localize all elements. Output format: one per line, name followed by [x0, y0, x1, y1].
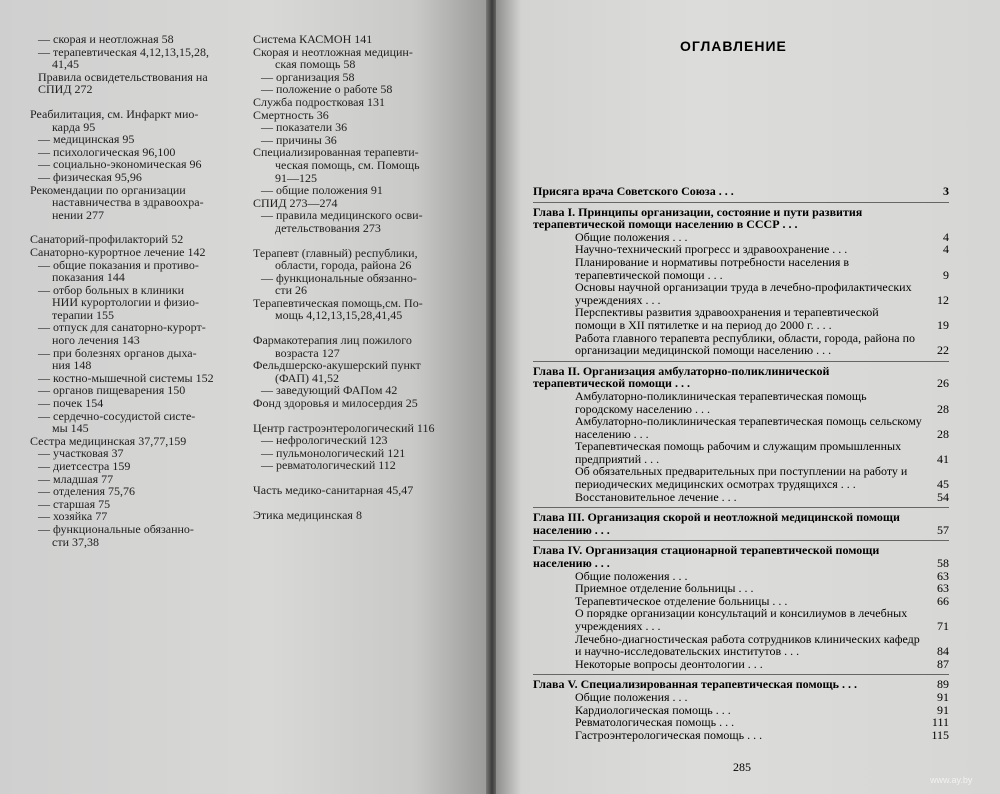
index-entry: Санаторно-курортное лечение 142: [30, 244, 206, 259]
toc-entry: [533, 256, 949, 281]
toc-page-number: 115: [931, 727, 949, 742]
index-entry: (ФАП) 41,52: [275, 370, 340, 385]
index-entry: — хозяйка 77: [38, 509, 108, 524]
toc-page-number: 41: [937, 451, 949, 466]
index-entry: — общие показания и противо-: [38, 257, 199, 272]
contents-title: ОГЛАВЛЕНИЕ: [680, 38, 787, 54]
toc-entry-title: Глава I. Принципы организации, состояние и пути развития терапевтической помощи населению в СССР . . .: [533, 204, 863, 232]
toc-entry-title: Планирование и нормативы потребности населения в терапевтической помощи . . .: [575, 254, 850, 282]
toc-entry: [533, 281, 949, 306]
index-entry: ческая помощь, см. Помощь: [275, 157, 420, 172]
toc-page-number: 89: [937, 677, 949, 692]
index-entry: СПИД 272: [38, 82, 93, 97]
index-entry: Фонд здоровья и милосердия 25: [253, 396, 418, 411]
toc-entry: [533, 658, 949, 671]
toc-entry-title: Работа главного терапевта республики, области, города, района по организации медицинской помощи населению . . .: [575, 330, 915, 358]
index-entry: терапии 155: [52, 307, 115, 322]
index-entry: Рекомендации по организации: [30, 182, 186, 197]
index-entry: — терапевтическая 4,12,13,15,28,: [38, 44, 209, 59]
index-entry: — младшая 77: [38, 471, 114, 486]
index-entry: — скорая и неотложная 58: [38, 32, 174, 46]
toc-page-number: 28: [937, 426, 949, 441]
toc-page-number: 63: [937, 581, 949, 596]
toc-page-number: 91: [937, 702, 949, 717]
toc-page-number: 3: [943, 184, 949, 198]
page-number: 285: [733, 760, 751, 774]
index-entry: — костно-мышечной системы 152: [38, 370, 214, 385]
toc-entry-title: Глава III. Организация скорой и неотложной медицинской помощи населению . . .: [533, 510, 900, 537]
index-entry: Скорая и неотложная медицин-: [253, 44, 413, 59]
toc-entry: [533, 185, 949, 198]
index-entry: — функциональные обязанно-: [38, 521, 194, 536]
toc-chapter: [533, 540, 949, 569]
index-entry: НИИ курортологии и физио-: [52, 295, 199, 310]
toc-page-number: 26: [937, 376, 949, 391]
index-entry: 91—125: [275, 170, 317, 185]
index-entry: Сестра медицинская 37,77,159: [30, 433, 187, 448]
index-entry: — ревматологический 112: [261, 458, 396, 473]
left-page-index: [0, 0, 488, 794]
index-entry: Фельдшерско-акушерский пункт: [253, 358, 421, 373]
toc-page-number: 54: [937, 489, 949, 504]
index-entry: Центр гастроэнтерологический 116: [253, 420, 435, 435]
toc-entry-title: Приемное отделение больницы . . .: [575, 581, 754, 596]
index-entry: Часть медико-санитарная 45,47: [253, 483, 414, 497]
toc-entry-title: Общие положения . . .: [575, 568, 688, 583]
toc-entry: [533, 633, 949, 658]
toc-entry-title: Научно-технический прогресс и здравоохранение . . .: [575, 242, 848, 257]
table-of-contents: [533, 185, 949, 741]
toc-chapter: [533, 361, 949, 390]
index-entry: Реабилитация, см. Инфаркт мио-: [30, 106, 199, 121]
index-entry: нении 277: [52, 207, 105, 222]
toc-entry-title: Некоторые вопросы деонтологии . . .: [575, 656, 763, 671]
toc-entry-title: Основы научной организации труда в лечебно-профилактических учреждениях . . .: [575, 280, 912, 307]
index-entry: — почек 154: [38, 396, 104, 411]
toc-entry-title: Общие положения . . .: [575, 229, 688, 244]
toc-page-number: 63: [937, 568, 949, 583]
toc-entry: [533, 582, 949, 595]
index-entry: — причины 36: [261, 132, 337, 147]
index-entry: Правила освидетельствования на: [38, 69, 208, 84]
toc-entry: [533, 332, 949, 357]
toc-entry: [533, 306, 949, 331]
toc-entry-title: Глава IV. Организация стационарной терапевтической помощи населению . . .: [533, 543, 880, 571]
toc-entry: [533, 415, 949, 440]
index-entry: — функциональные обязанно-: [261, 270, 417, 285]
index-gap: [253, 497, 468, 509]
toc-entry-title: Глава II. Организация амбулаторно-поликлинической терапевтической помощи . . .: [533, 363, 830, 391]
index-entry: — органов пищеварения 150: [38, 383, 186, 398]
index-entry: — участковая 37: [38, 446, 124, 461]
index-column-1: [30, 33, 240, 548]
index-entry: Этика медицинская 8: [253, 507, 362, 522]
index-entry: Система КАСМОН 141: [253, 32, 373, 46]
index-entry: Служба подростковая 131: [253, 94, 386, 109]
index-gap: [253, 410, 468, 422]
index-entry: — показатели 36: [261, 120, 348, 135]
toc-page-number: 19: [937, 317, 949, 332]
toc-entry-title: Об обязательных предварительных при поступлении на работу и периодических медицинских осмотрах трудящихся . . .: [575, 464, 908, 492]
index-entry: — сердечно-сосудистой систе-: [38, 408, 196, 423]
toc-entry-title: Перспективы развития здравоохранения и терапевтической помощи в XII пятилетке и на период до 2000 г. . . .: [575, 305, 879, 332]
toc-page-number: 45: [937, 477, 949, 492]
toc-page-number: 9: [943, 267, 949, 282]
watermark: www.ay.by: [930, 775, 973, 785]
index-entry: — организация 58: [261, 69, 355, 84]
index-column-2: [253, 33, 468, 521]
toc-page-number: 71: [937, 619, 949, 633]
index-entry: — заведующий ФАПом 42: [261, 383, 398, 398]
index-entry: — нефрологический 123: [261, 433, 388, 448]
index-entry: сти 37,38: [52, 534, 99, 549]
index-entry: Терапевт (главный) республики,: [253, 245, 418, 260]
toc-entry: [533, 729, 949, 742]
index-entry: детельствования 273: [275, 220, 381, 235]
toc-page-number: 66: [937, 593, 949, 608]
toc-page-number: 87: [937, 656, 949, 671]
toc-page-number: 22: [937, 343, 949, 358]
index-entry: мощь 4,12,13,15,28,41,45: [275, 308, 403, 323]
toc-chapter: [533, 507, 949, 536]
index-entry: Терапевтическая помощь,см. По-: [253, 295, 423, 310]
index-entry: — отпуск для санаторно-курорт-: [38, 320, 206, 335]
toc-entry-title: Гастроэнтерологическая помощь . . .: [575, 727, 763, 742]
toc-entry-title: Кардиологическая помощь . . .: [575, 702, 731, 717]
toc-entry-title: Общие положения . . .: [575, 689, 688, 704]
index-entry: — правила медицинского осви-: [261, 208, 423, 223]
toc-page-number: 4: [943, 229, 949, 244]
index-entry: ного лечения 143: [52, 333, 140, 348]
toc-entry-title: Глава V. Специализированная терапевтическая помощь . . .: [533, 677, 857, 692]
toc-entry: [533, 491, 949, 504]
toc-entry-title: Присяга врача Советского Союза . . .: [533, 184, 734, 198]
toc-entry: [533, 716, 949, 729]
toc-page-number: 4: [943, 242, 949, 257]
index-entry: — общие положения 91: [261, 183, 383, 198]
toc-entry-title: Лечебно-диагностическая работа сотрудников клинических кафедр и научно-исследовательских институтов . . .: [575, 631, 920, 659]
toc-entry-title: О порядке организации консультаций и консилиумов в лечебных учреждениях . . .: [575, 606, 908, 633]
index-entry: — отбор больных в клиники: [38, 282, 185, 297]
toc-entry: [533, 465, 949, 490]
index-entry: Санаторий-профилакторий 52: [30, 232, 184, 247]
toc-page-number: 57: [937, 522, 949, 537]
index-entry: Фармакотерапия лиц пожилого: [253, 333, 412, 348]
toc-entry-title: Амбулаторно-поликлиническая терапевтическая помощь сельскому населению . . .: [575, 414, 922, 441]
toc-entry: [533, 691, 949, 704]
index-entry: — пульмонологический 121: [261, 445, 406, 460]
index-entry: наставничества в здравоохра-: [52, 195, 204, 210]
toc-chapter: [533, 202, 949, 231]
index-entry: — при болезнях органов дыха-: [38, 345, 197, 360]
toc-entry-title: Терапевтическая помощь рабочим и служащим промышленных предприятий . . .: [575, 439, 902, 466]
toc-entry-title: Восстановительное лечение . . .: [575, 489, 737, 504]
index-entry: — диетсестра 159: [38, 459, 131, 473]
toc-page-number: 84: [937, 644, 949, 659]
index-entry: — медицинская 95: [38, 132, 135, 147]
index-entry: — старшая 75: [38, 496, 111, 511]
toc-chapter: [533, 674, 949, 691]
index-entry: — физическая 95,96: [38, 169, 142, 184]
toc-page-number: 12: [937, 292, 949, 307]
toc-entry-title: Ревматологическая помощь . . .: [575, 715, 735, 730]
toc-page-number: 28: [937, 401, 949, 416]
index-entry: — психологическая 96,100: [38, 144, 176, 159]
toc-page-number: 58: [937, 556, 949, 571]
index-entry: 41,45: [52, 57, 79, 72]
index-entry: — отделения 75,76: [38, 484, 136, 499]
index-entry: Смертность 36: [253, 107, 329, 122]
toc-page-number: 111: [931, 715, 949, 730]
index-entry: области, города, района 26: [275, 258, 412, 273]
toc-entry-title: Терапевтическое отделение больницы . . .: [575, 593, 788, 608]
toc-entry: [533, 390, 949, 415]
index-entry: сти 26: [275, 283, 307, 298]
index-entry: мы 145: [52, 421, 89, 436]
index-entry: ская помощь 58: [275, 57, 356, 72]
toc-page-number: 91: [937, 689, 949, 704]
index-gap: [253, 235, 468, 247]
toc-entry: [533, 607, 949, 632]
index-entry: ния 148: [52, 358, 92, 373]
index-entry: СПИД 273—274: [253, 195, 338, 210]
toc-entry-title: Амбулаторно-поликлиническая терапевтическая помощь городскому населению . . .: [575, 388, 867, 416]
index-entry: — положение о работе 58: [261, 82, 393, 97]
toc-entry: [533, 440, 949, 465]
index-entry: карда 95: [52, 119, 96, 134]
index-entry: — социально-экономическая 96: [38, 157, 202, 172]
index-entry: показания 144: [52, 270, 125, 285]
index-entry: возраста 127: [275, 345, 340, 360]
index-entry: Специализированная терапевти-: [253, 145, 419, 160]
